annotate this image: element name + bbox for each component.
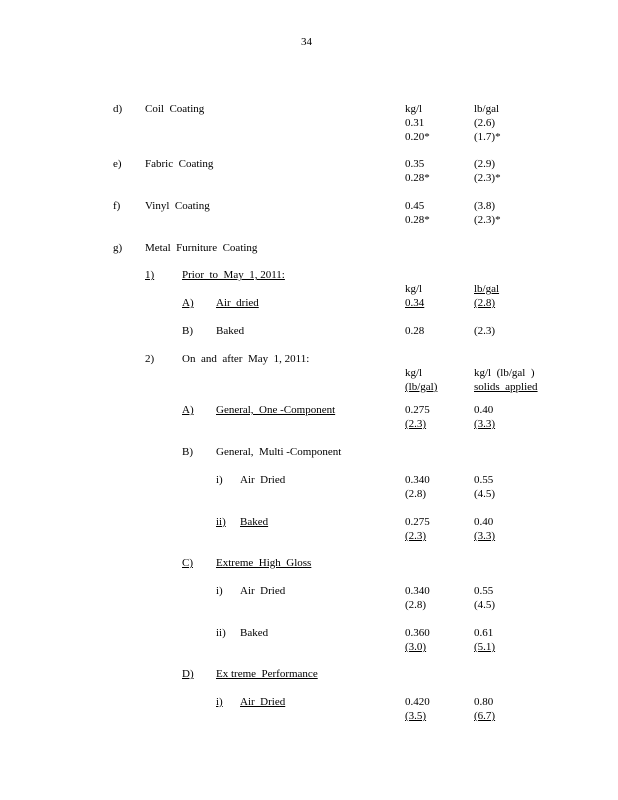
- limit-value: 0.55: [474, 474, 494, 486]
- unit-header: kg/l: [405, 103, 423, 115]
- subitem-label: Prior to May 1, 2011:: [182, 269, 285, 281]
- unit-header: kg/l (lb/gal ): [474, 367, 535, 379]
- limit-value: (3.3): [474, 530, 496, 542]
- subitem-label: On and after May 1, 2011:: [182, 353, 310, 365]
- subitem-label: Baked: [240, 516, 269, 528]
- limit-value: (3.8): [474, 200, 496, 212]
- limit-value: (2.3): [474, 325, 496, 337]
- limit-value: (2.3): [405, 530, 427, 542]
- subitem-marker: ii): [216, 516, 226, 528]
- limit-value: (2.3)*: [474, 214, 501, 226]
- limit-value: (2.8): [405, 599, 427, 611]
- limit-value: 0.340: [405, 474, 430, 486]
- subitem-marker: ii): [216, 627, 226, 639]
- subitem-label: Extreme High Gloss: [216, 557, 312, 569]
- item-label: Coil Coating: [145, 103, 205, 115]
- limit-value: 0.31: [405, 117, 425, 129]
- unit-header: (lb/gal): [405, 381, 438, 393]
- limit-value: 0.40: [474, 404, 494, 416]
- limit-value: 0.360: [405, 627, 430, 639]
- limit-value: 0.40: [474, 516, 494, 528]
- limit-value: 0.45: [405, 200, 425, 212]
- limit-value: (2.8): [405, 488, 427, 500]
- item-marker: f): [113, 200, 121, 212]
- subitem-label: Baked: [240, 627, 269, 639]
- item-marker: e): [113, 158, 122, 170]
- limit-value: (6.7): [474, 710, 496, 722]
- subitem-marker: A): [182, 404, 194, 416]
- limit-value: 0.35: [405, 158, 425, 170]
- limit-value: 0.28*: [405, 214, 430, 226]
- item-label: Vinyl Coating: [145, 200, 210, 212]
- limit-value: (2.9): [474, 158, 496, 170]
- subitem-label: Ex treme Performance: [216, 668, 318, 680]
- limit-value: (3.5): [405, 710, 427, 722]
- unit-header: lb/gal: [474, 283, 500, 295]
- item-marker: g): [113, 242, 123, 254]
- limit-value: (4.5): [474, 599, 496, 611]
- unit-header: solids applied: [474, 381, 538, 393]
- subitem-label: Air Dried: [240, 696, 286, 708]
- subitem-marker: 2): [145, 353, 155, 365]
- subitem-marker: 1): [145, 269, 155, 281]
- limit-value: (2.3): [405, 418, 427, 430]
- limit-value: (2.8): [474, 297, 496, 309]
- subitem-marker: C): [182, 557, 193, 569]
- limit-value: 0.28: [405, 325, 425, 337]
- unit-header: kg/l: [405, 367, 423, 379]
- subitem-marker: B): [182, 325, 193, 337]
- limit-value: 0.61: [474, 627, 494, 639]
- subitem-label: General, One -Component: [216, 404, 336, 416]
- limit-value: 0.420: [405, 696, 430, 708]
- limit-value: (3.0): [405, 641, 427, 653]
- limit-value: 0.55: [474, 585, 494, 597]
- subitem-label: Air dried: [216, 297, 259, 309]
- item-label: Metal Furniture Coating: [145, 242, 258, 254]
- subitem-marker: D): [182, 668, 194, 680]
- unit-header: kg/l: [405, 283, 423, 295]
- subitem-label: Air Dried: [240, 474, 286, 486]
- subitem-marker: A): [182, 297, 194, 309]
- limit-value: 0.28*: [405, 172, 430, 184]
- subitem-label: Baked: [216, 325, 245, 337]
- limit-value: 0.275: [405, 404, 430, 416]
- limit-value: 0.34: [405, 297, 425, 309]
- subitem-label: Air Dried: [240, 585, 286, 597]
- limit-value: 0.20*: [405, 131, 430, 143]
- unit-header: lb/gal: [474, 103, 500, 115]
- item-label: Fabric Coating: [145, 158, 214, 170]
- limit-value: (5.1): [474, 641, 496, 653]
- limit-value: (1.7)*: [474, 131, 501, 143]
- limit-value: (3.3): [474, 418, 496, 430]
- item-marker: d): [113, 103, 123, 115]
- subitem-marker: i): [216, 696, 223, 708]
- limit-value: 0.275: [405, 516, 430, 528]
- limit-value: (2.3)*: [474, 172, 501, 184]
- limit-value: (4.5): [474, 488, 496, 500]
- limit-value: 0.80: [474, 696, 494, 708]
- subitem-label: General, Multi -Component: [216, 446, 342, 458]
- page-number: 34: [301, 36, 312, 48]
- limit-value: (2.6): [474, 117, 496, 129]
- subitem-marker: i): [216, 474, 223, 486]
- subitem-marker: i): [216, 585, 223, 597]
- limit-value: 0.340: [405, 585, 430, 597]
- subitem-marker: B): [182, 446, 193, 458]
